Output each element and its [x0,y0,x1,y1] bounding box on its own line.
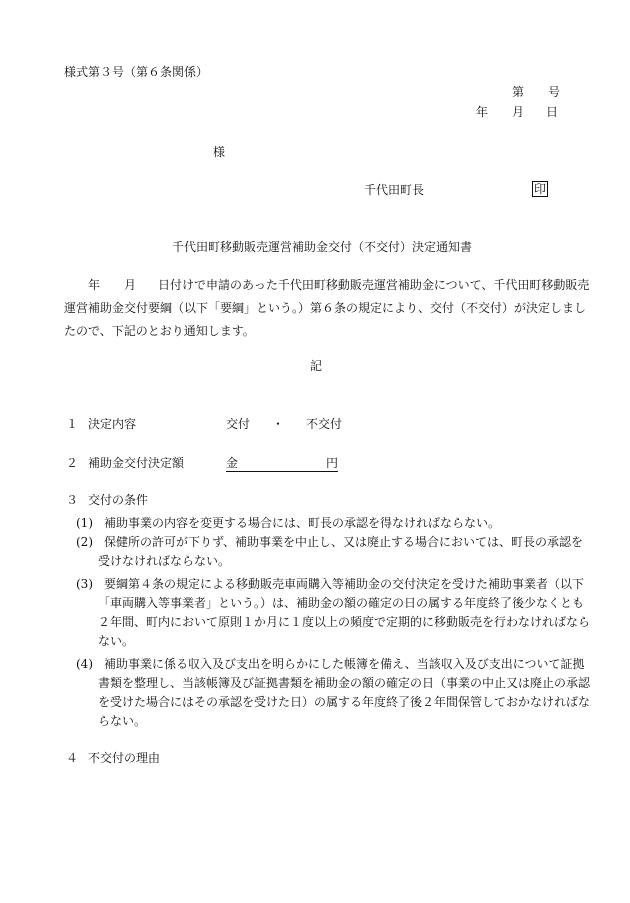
cond4-line-4: らない。 [98,714,147,728]
intro-month: 月 [124,278,137,292]
cond3-number: (3) [76,577,93,591]
cond2-line-2: 受けなければならない。 [98,554,231,568]
cond3-line-3: ２年間、町内において原則１か月に１度以上の頻度で定期的に移動販売を行わなければなら [98,615,591,629]
item3-label: 交付の条件 [88,493,149,507]
cond4-line-1: 補助事業に係る収入及び支出を明らかにした帳簿を備え、当該収入及び支出について証拠 [104,657,585,671]
intro-year: 年 [88,278,101,292]
seal-mark [532,181,548,197]
amount-kin: 金 [226,456,239,470]
item1-label: 決定内容 [88,417,137,431]
item4-number: ４ [66,751,79,765]
cond2-line-1: 保健所の許可が下りず、補助事業を中止し、又は廃止する場合においては、町長の承認を [104,535,584,549]
document-title: 千代田町移動販売運営補助金交付（不交付）決定通知書 [172,240,473,254]
item1-separator: ・ [272,417,285,431]
ki-heading: 記 [310,359,323,373]
cond4-line-3: を受けた場合にはその承認を受けた日）の属する年度終了後２年間保管しておかなければな [98,695,591,709]
addressee-honorific: 様 [213,145,226,159]
intro-line-1: 日付けで申請のあった千代田町移動販売運営補助金について、千代田町移動販売 [158,278,590,292]
seal-text: 印 [534,182,547,196]
doc-number-go: 号 [548,85,561,99]
item4-label: 不交付の理由 [88,751,161,765]
form-number: 様式第３号（第６条関係） [64,65,209,79]
doc-number-dai: 第 [512,85,525,99]
amount-field [226,457,338,472]
cond1-number: (1) [76,516,93,530]
item1-option-grant: 交付 [226,417,251,431]
cond3-line-1: 要綱第４条の規定による移動販売車両購入等補助金の交付決定を受けた補助事業者（以下 [104,577,585,591]
item1-option-nongrant: 不交付 [306,417,343,431]
intro-line-2: 運営補助金交付要綱（以下「要綱」という。）第６条の規定により、交付（不交付）が決定しまし [64,301,587,315]
amount-en: 円 [325,456,338,470]
cond1-line-1: 補助事業の内容を変更する場合には、町長の承認を得なければならない。 [104,516,501,530]
cond4-line-2: 書類を整理し、当該帳簿及び証拠書類を補助金の額の確定の日（事業の中止又は廃止の承認 [98,676,591,690]
sender-name: 千代田町長 [364,183,425,197]
date-month: 月 [512,105,525,119]
cond3-line-2: 「車両購入等事業者」という。）は、補助金の額の確定の日の属する年度終了後少なくとも [98,596,585,610]
date-day: 日 [546,105,559,119]
item3-number: ３ [66,493,79,507]
cond3-line-4: ない。 [98,634,135,648]
item2-number: ２ [66,456,79,470]
cond4-number: (4) [76,657,93,671]
item2-label: 補助金交付決定額 [88,456,185,470]
item1-number: １ [66,417,79,431]
date-year: 年 [476,105,489,119]
intro-line-3: たので、下記のとおり通知します。 [64,324,255,338]
cond2-number: (2) [76,535,93,549]
